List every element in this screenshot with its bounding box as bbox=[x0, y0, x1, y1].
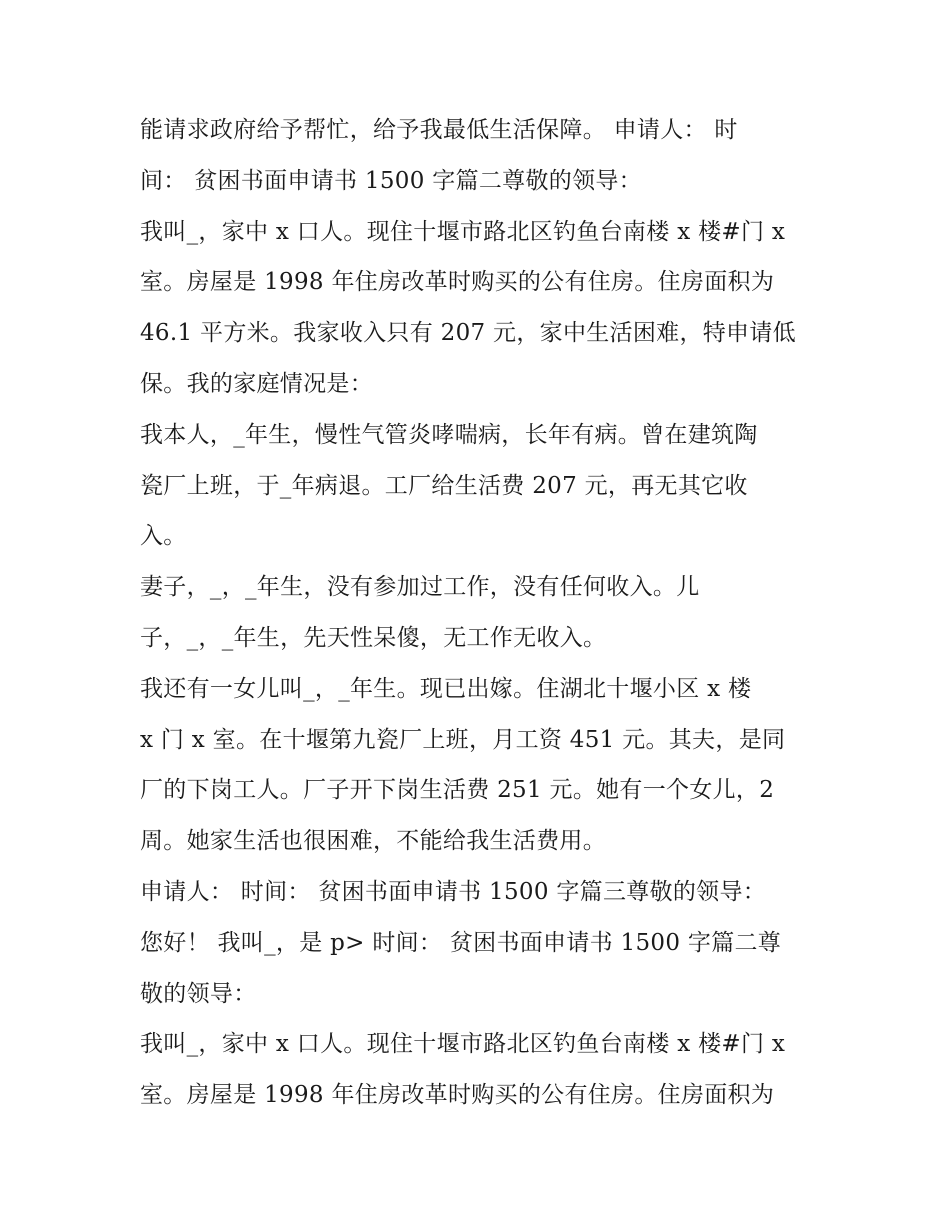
text-line: x 门 x 室。在十堰第九瓷厂上班，月工资 451 元。其夫，是同 bbox=[140, 726, 786, 753]
text-line: 室。房屋是 1998 年住房改革时购买的公有住房。住房面积为 bbox=[140, 269, 775, 296]
text-line: 46.1 平方米。我家收入只有 207 元，家中生活困难，特申请低 bbox=[140, 320, 796, 347]
text-line: 保。我的家庭情况是： bbox=[140, 370, 373, 397]
text-line: 我还有一女儿叫_，_年生。现已出嫁。住湖北十堰小区 x 楼 bbox=[140, 675, 752, 702]
text-line: 申请人： 时间： 贫困书面申请书 1500 字篇三尊敬的领导： bbox=[140, 878, 767, 905]
text-line: 妻子，_，_年生，没有参加过工作，没有任何收入。儿 bbox=[140, 574, 700, 601]
text-line: 瓷厂上班，于_年病退。工厂给生活费 207 元，再无其它收 bbox=[140, 472, 748, 499]
text-line: 我叫_，家中 x 口人。现住十堰市路北区钓鱼台南楼 x 楼#门 x bbox=[140, 1031, 786, 1058]
text-line: 周。她家生活也很困难，不能给我生活费用。 bbox=[140, 828, 606, 855]
text-line: 敬的领导： bbox=[140, 980, 257, 1007]
text-line: 室。房屋是 1998 年住房改革时购买的公有住房。住房面积为 bbox=[140, 1082, 775, 1109]
text-line: 您好！ 我叫_，是 p> 时间： 贫困书面申请书 1500 字篇二尊 bbox=[140, 929, 782, 956]
text-line: 间： 贫困书面申请书 1500 字篇二尊敬的领导： bbox=[140, 167, 642, 194]
text-line: 能请求政府给予帮忙，给予我最低生活保障。 申请人： 时 bbox=[140, 117, 738, 143]
text-line: 厂的下岗工人。厂子开下岗生活费 251 元。她有一个女儿，2 bbox=[140, 777, 775, 804]
text-line: 我本人，_年生，慢性气管炎哮喘病，长年有病。曾在建筑陶 bbox=[140, 421, 758, 448]
text-line: 我叫_，家中 x 口人。现住十堰市路北区钓鱼台南楼 x 楼#门 x bbox=[140, 218, 786, 245]
text-line: 子，_，_年生，先天性呆傻，无工作无收入。 bbox=[140, 624, 607, 651]
document-body bbox=[140, 105, 840, 1121]
text-line: 入。 bbox=[140, 523, 187, 550]
